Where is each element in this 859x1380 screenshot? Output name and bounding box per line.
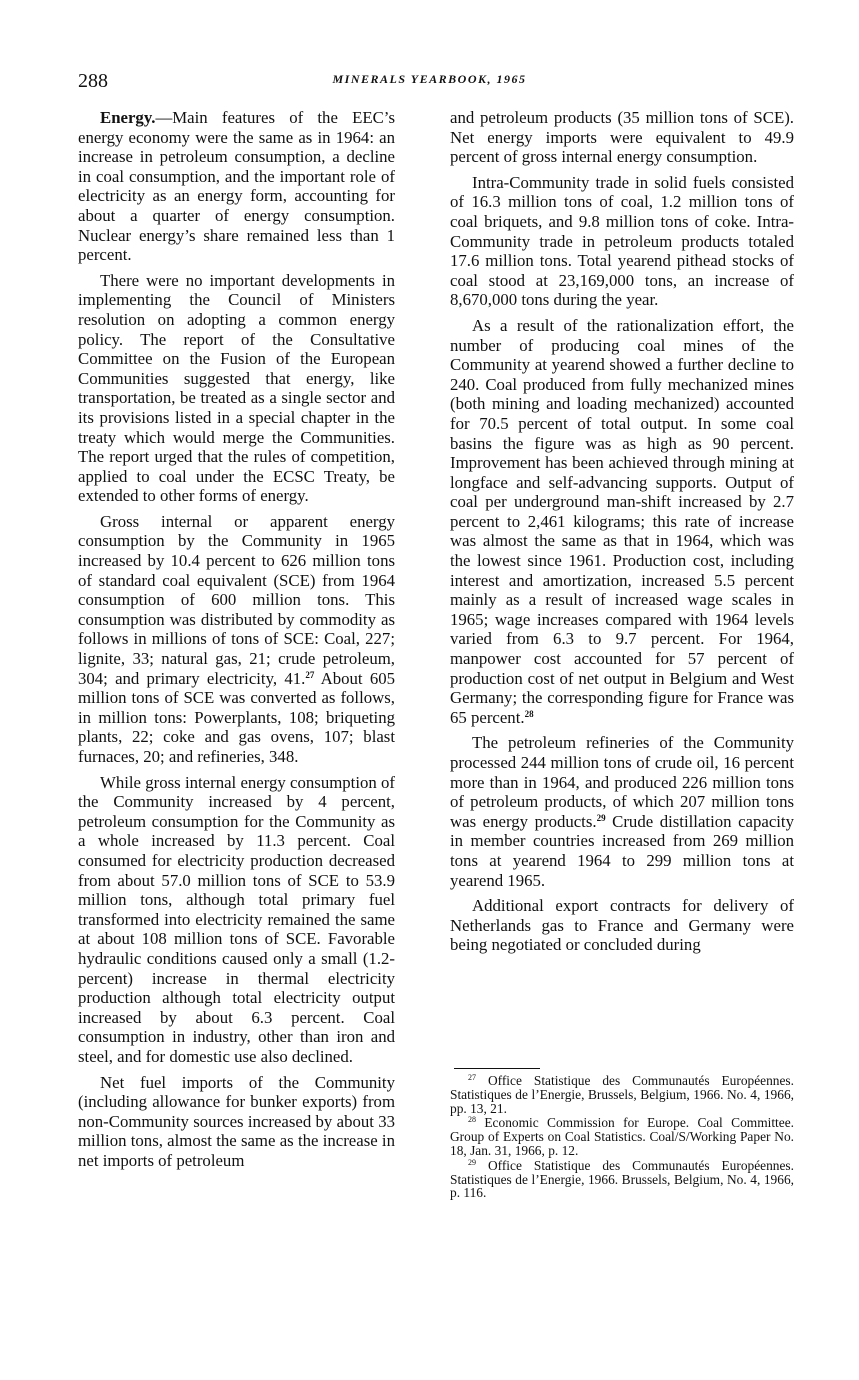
paragraph-gross-consumption xyxy=(78,512,395,767)
paragraph-text: About 605 million tons of SCE was converted as follows, in million tons: Powerplants, 108; briqueting plants, 22; coke and gas ovens, 107; blast furnaces, 20; and refineries, 348. xyxy=(78,668,395,766)
footnote-ref-28[interactable]: 28 xyxy=(524,708,534,719)
footnote-number: 29 xyxy=(468,1157,476,1167)
footnote-ref-27[interactable]: 27 xyxy=(305,669,315,680)
footnote-text: Office Statistique des Communautés Européennes. Statistiques de l’Energie, 1966. Brussels, Belgium, No. 4, 1966, p. 116. xyxy=(450,1157,794,1201)
footnote-text: Office Statistique des Communautés Européennes. Statistiques de l’Energie, Brussels, Belgium, 1966. No. 4, 1966, pp. 13, 21. xyxy=(450,1073,794,1116)
paragraph-net-imports: Net fuel imports of the Community (including allowance for bunker exports) from non-Community sources increased by about 33 million tons, almost the same as the increase in net imports of petroleum xyxy=(78,1072,395,1170)
footnote-ref-29[interactable]: 29 xyxy=(596,812,606,823)
footnote-number: 28 xyxy=(468,1115,476,1125)
paragraph-refineries xyxy=(450,733,794,890)
footnote-text: Economic Commission for Europe. Coal Committee. Group of Experts on Coal Statistics. Coal/S/Working Paper No. 18, Jan. 31, 1966, p. 12. xyxy=(450,1115,794,1158)
paragraph-text: —Main features of the EEC’s energy economy were the same as in 1964: an increase in petroleum consumption, a decline in coal consumption, and the important role of electricity as an energy form, accounting for about a quarter of energy consumption. Nuclear energy’s share remained less than 1 percent. xyxy=(78,108,395,265)
paragraph-text: The petroleum refineries of the Community processed 244 million tons of crude oil, 16 percent more than in 1964, and produced 226 million tons of petroleum products, of which 207 million tons was energy products. xyxy=(450,733,794,831)
paragraph-policy: There were no important developments in implementing the Council of Ministers resolution on adopting a common energy policy. The report of the Consultative Committee on the Fusion of the European Communities suggested that energy, like transportation, be treated as a single sector and its provisions listed in a special chapter in the treaty which would merge the Communities. The report urged that the rules of competition, applied to coal under the ECSC Treaty, be extended to other forms of energy. xyxy=(78,270,395,506)
footnote-29 xyxy=(450,1159,794,1200)
paragraph-energy xyxy=(78,108,395,265)
paragraph-intra-community-trade: Intra-Community trade in solid fuels consisted of 16.3 million tons of coal, 1.2 million tons of coal briquets, and 9.8 million tons of coke. Intra-Community trade in petroleum products totaled 17.6 million tons. Total yearend pithead stocks of coal stood at 23,169,000 tons, an increase of 8,670,000 tons during the year. xyxy=(450,172,794,310)
footnote-number: 27 xyxy=(468,1073,476,1082)
paragraph-petroleum-consumption: While gross internal energy consumption of the Community increased by 4 percent, petroleum consumption for the Community as a whole increased by 11.3 percent. Coal consumed for electricity production decreased from about 57.0 million tons of SCE to 53.9 million tons, although total primary fuel transformed into electricity remained the same at about 108 million tons of SCE. Favorable hydraulic conditions caused only a small (1.2-percent) increase in thermal electricity production although total electricity output increased by about 6.3 percent. Coal consumption in industry, other than iron and steel, and for domestic use also declined. xyxy=(78,772,395,1066)
paragraph-text: As a result of the rationalization effort, the number of producing coal mines of the Community at yearend showed a further decline to 240. Coal produced from fully mechanized mines (both mining and loading mechanized) accounted for 70.5 percent of total output. In some coal basins the figure was as high as 90 percent. Improvement has been achieved through mining at longface and self-advancing supports. Output of coal per underground man-shift increased by 2.7 percent to 2,461 kilograms; this rate of increase was almost the same as that in 1964, which was the lowest since 1961. Production cost, including interest and amortization, increased 5.5 percent mainly as a result of increased wage scales in 1965; wage increases compared with 1964 levels varied from 6.3 to 9.7 percent. For 1964, manpower cost accounted for 57 percent of production cost of net output in Belgium and West Germany; the corresponding figure for France was 65 percent. xyxy=(450,315,794,727)
footnotes xyxy=(450,1074,794,1201)
running-head: MINERALS YEARBOOK, 1965 xyxy=(332,72,527,86)
paragraph-text: Gross internal or apparent energy consumption by the Community in 1965 increased by 10.4 percent to 626 million tons of standard coal equivalent (SCE) from 1964 consumption of 600 million tons. This consumption was distributed by commodity as follows in millions of tons of SCE: Coal, 227; lignite, 33; natural gas, 21; crude petroleum, 304; and primary electricity, 41. xyxy=(78,511,395,688)
paragraph-export-contracts: Additional export contracts for delivery of Netherlands gas to France and Germany were being negotiated or concluded during xyxy=(450,896,794,955)
paragraph-continued: and petroleum products (35 million tons of SCE). Net energy imports were equivalent to 49.9 percent of gross internal energy consumption. xyxy=(450,108,794,167)
right-column xyxy=(450,108,794,961)
paragraph-rationalization xyxy=(450,316,794,727)
footnote-divider xyxy=(454,1068,540,1069)
footnote-28 xyxy=(450,1116,794,1157)
left-column xyxy=(78,108,395,1176)
page-number: 288 xyxy=(78,70,108,92)
footnote-27 xyxy=(450,1074,794,1115)
section-heading-energy: Energy. xyxy=(100,108,156,127)
paragraph-text: Crude distillation capacity in member countries increased from 269 million tons at yearend 1964 to 299 million tons at yearend 1965. xyxy=(450,811,794,890)
